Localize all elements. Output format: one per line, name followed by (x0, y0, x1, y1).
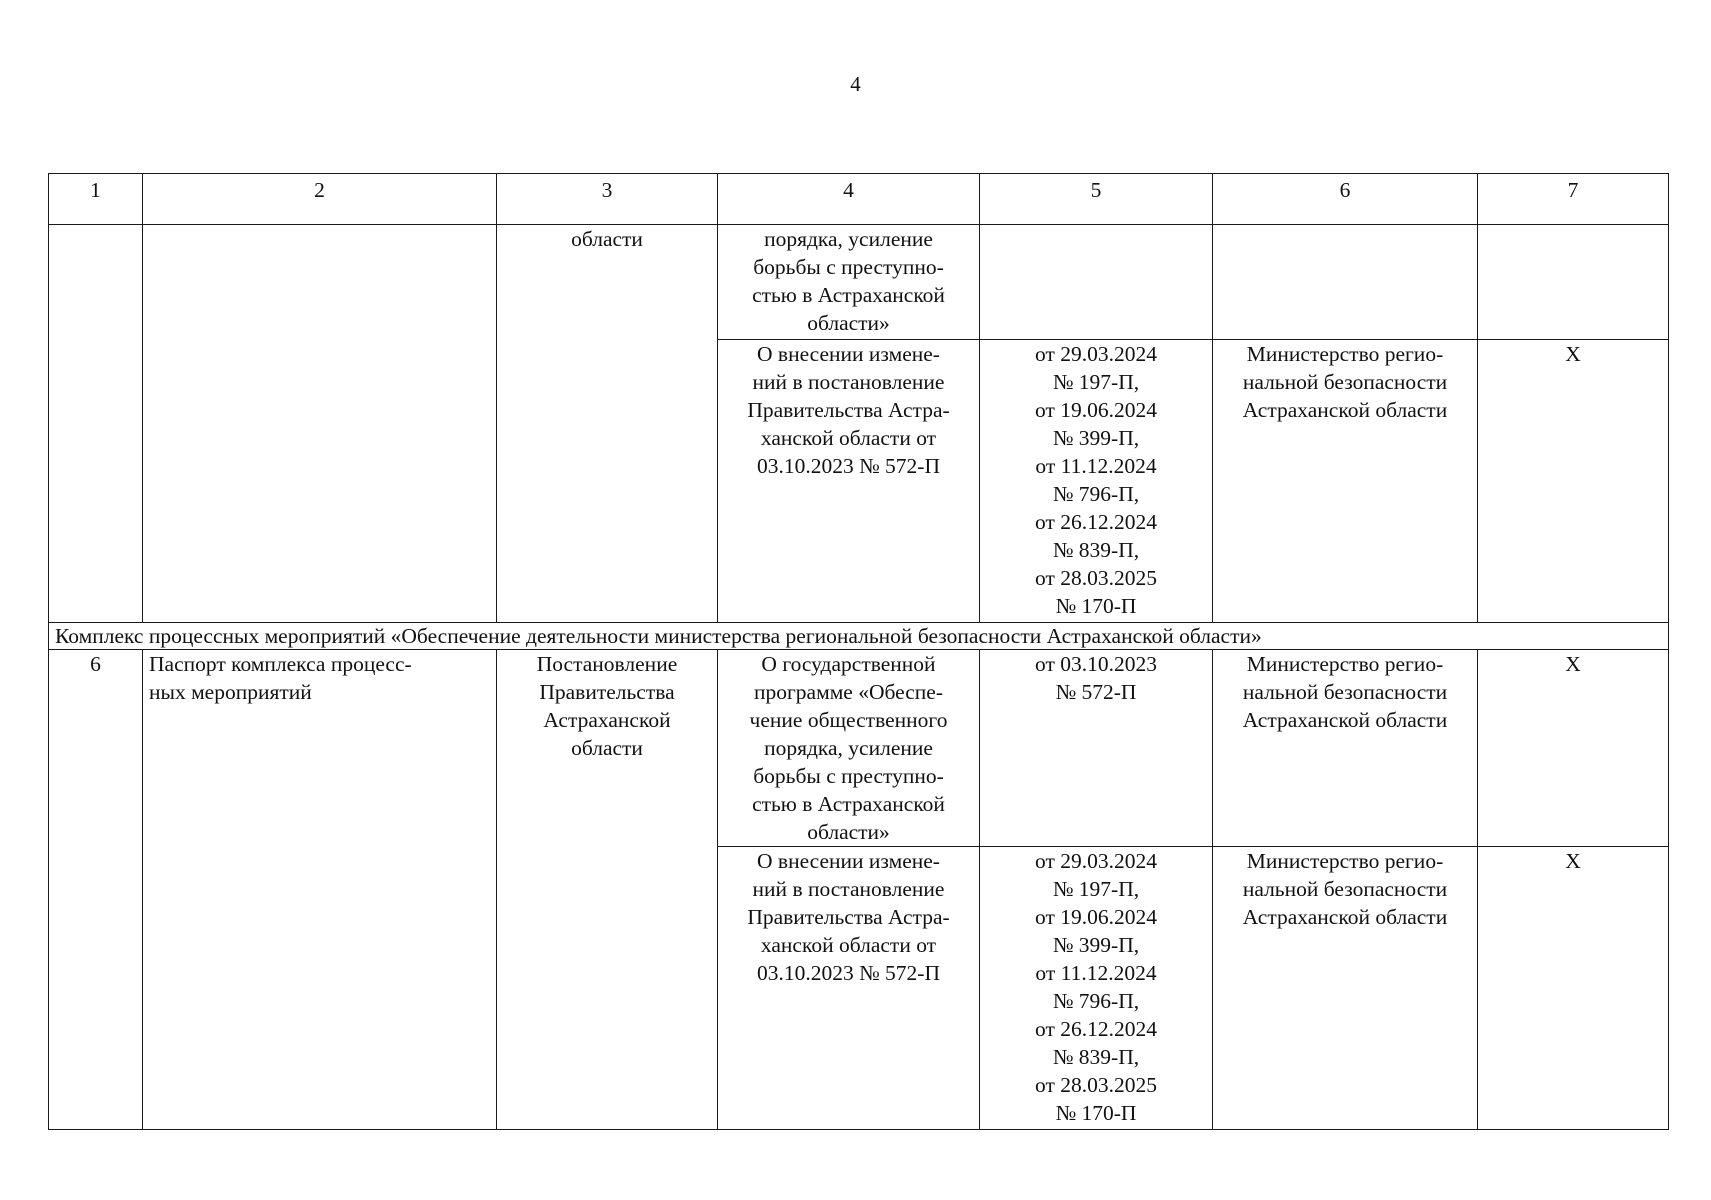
section-title: Комплекс процессных мероприятий «Обеспечение деятельности министерства региональной безопасности Астраханской области» (49, 623, 1669, 650)
text-line: Астраханской (543, 708, 671, 732)
header-col-2: 2 (143, 174, 497, 225)
table-row (49, 650, 1669, 847)
text-line: Постановление (536, 652, 678, 676)
text-line: области (571, 736, 643, 760)
row-document-type (497, 650, 718, 1130)
cont-doc-type-cell: области (497, 225, 718, 623)
text-line: ний в постановление (752, 370, 945, 394)
cont-amendment-ministry-cell (1213, 340, 1478, 623)
text-line: от 28.03.2025 (1035, 566, 1157, 590)
text-line: борьбы с преступно- (753, 255, 944, 279)
text-line: от 11.12.2024 (1035, 454, 1157, 478)
cont-mark-cell (1478, 225, 1669, 340)
text-line: № 572-П (1055, 680, 1137, 704)
text-line: нальной безопасности (1242, 877, 1448, 901)
text-line: Правительства (539, 680, 675, 704)
text-line: порядка, усиление (764, 736, 933, 760)
text-line: стью в Астраханской (752, 792, 945, 816)
table-row (49, 225, 1669, 340)
text-line: ний в постановление (752, 877, 945, 901)
text-line: О внесении измене- (757, 342, 940, 366)
text-line: Министерство регио- (1246, 849, 1444, 873)
cont-date-cell (980, 225, 1213, 340)
row-program-mark-cell: X (1478, 650, 1669, 847)
section-title-row (49, 623, 1669, 650)
text-line: О государственной (761, 652, 936, 676)
row-amendment-ministry-cell (1213, 847, 1478, 1130)
row-program-date-cell (980, 650, 1213, 847)
text-line: нальной безопасности (1242, 680, 1448, 704)
header-col-1: 1 (49, 174, 143, 225)
header-col-3: 3 (497, 174, 718, 225)
text-line: Астраханской области (1242, 905, 1448, 929)
text-line: № 170-П (1055, 1101, 1137, 1125)
header-col-4: 4 (718, 174, 980, 225)
text-line: № 839-П, (1052, 538, 1140, 562)
text-line: чение общественного (749, 708, 948, 732)
text-line: от 29.03.2024 (1035, 849, 1157, 873)
text-line: № 197-П, (1052, 370, 1140, 394)
text-line: от 19.06.2024 (1035, 398, 1157, 422)
header-col-7: 7 (1478, 174, 1669, 225)
cont-amendment-dates-cell (980, 340, 1213, 623)
text-line: ханской области от (760, 426, 937, 450)
text-line: 03.10.2023 № 572-П (757, 961, 940, 985)
header-col-6: 6 (1213, 174, 1478, 225)
text-line: от 26.12.2024 (1035, 1017, 1157, 1041)
text-line: № 170-П (1055, 594, 1137, 618)
row-program-ministry-cell (1213, 650, 1478, 847)
row-amendment-dates-cell (980, 847, 1213, 1130)
cont-amendment-mark-cell: X (1478, 340, 1669, 623)
row-program-title-cell (718, 650, 980, 847)
cont-program-title-cell (718, 225, 980, 340)
cont-amendment-title-cell (718, 340, 980, 623)
text-line: порядка, усиление (764, 227, 933, 251)
row-amendment-mark-cell: X (1478, 847, 1669, 1130)
text-line: стью в Астраханской (752, 283, 945, 307)
cont-ministry-cell (1213, 225, 1478, 340)
text-line: борьбы с преступно- (753, 764, 944, 788)
cont-name-cell (143, 225, 497, 623)
row-amendment-title-cell (718, 847, 980, 1130)
text-line: № 399-П, (1052, 426, 1140, 450)
text-line: от 03.10.2023 (1035, 652, 1157, 676)
text-line: № 839-П, (1052, 1045, 1140, 1069)
text-line: от 11.12.2024 (1035, 961, 1157, 985)
text-line: программе «Обеспе- (753, 680, 943, 704)
text-line: от 26.12.2024 (1035, 510, 1157, 534)
text-line: Правительства Астра- (747, 905, 950, 929)
row-number: 6 (49, 650, 143, 1130)
page-number: 4 (850, 72, 861, 96)
text-line: Астраханской области (1242, 708, 1448, 732)
text-line: Министерство регио- (1246, 652, 1444, 676)
row-document-name (143, 650, 497, 1130)
table-header-row (49, 174, 1669, 225)
text-line: от 28.03.2025 (1035, 1073, 1157, 1097)
cont-num-cell (49, 225, 143, 623)
text-line: Паспорт комплекса процесс- (149, 652, 412, 676)
text-line: от 19.06.2024 (1035, 905, 1157, 929)
text-line: области» (807, 820, 890, 844)
text-line: ханской области от (760, 933, 937, 957)
text-line: № 399-П, (1052, 933, 1140, 957)
document-table (48, 173, 1669, 1130)
text-line: Правительства Астра- (747, 398, 950, 422)
text-line: № 796-П, (1052, 482, 1140, 506)
text-line: от 29.03.2024 (1035, 342, 1157, 366)
header-col-5: 5 (980, 174, 1213, 225)
text-line: № 197-П, (1052, 877, 1140, 901)
text-line: О внесении измене- (757, 849, 940, 873)
text-line: нальной безопасности (1242, 370, 1448, 394)
text-line: № 796-П, (1052, 989, 1140, 1013)
text-line: области» (807, 311, 890, 335)
text-line: 03.10.2023 № 572-П (757, 454, 940, 478)
text-line: Астраханской области (1242, 398, 1448, 422)
text-line: Министерство регио- (1246, 342, 1444, 366)
text-line: ных мероприятий (149, 680, 312, 704)
